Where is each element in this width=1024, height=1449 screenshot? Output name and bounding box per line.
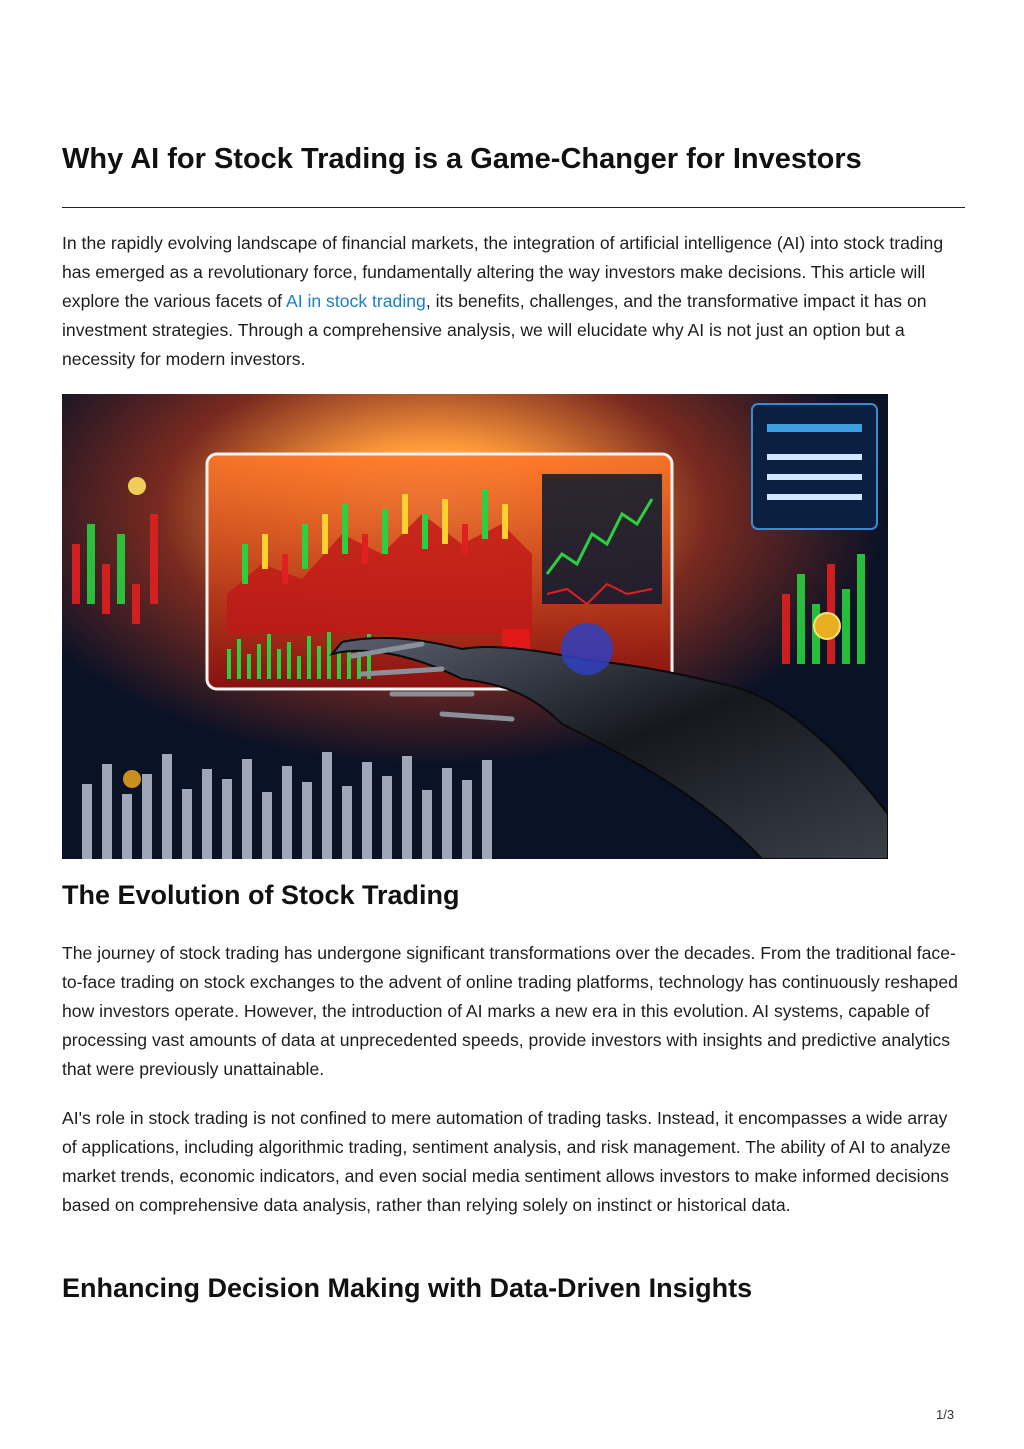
- section-paragraph-2: AI's role in stock trading is not confined to mere automation of trading tasks. Instead, it encompasses a wide array of applications, including algorithmic trading, sentiment analysis, and risk management. The ability of AI to analyze market trends, economic indicators, and even social media sentiment allows investors to make informed decisions based on comprehensive data analysis, rather than relying solely on instinct or historical data.: [62, 1108, 951, 1215]
- section-paragraph-1: The journey of stock trading has undergone significant transformations over the decades. From the traditional face-to-face trading on stock exchanges to the advent of online trading platforms, technology has continuously reshaped how investors operate. However, the introduction of AI marks a new era in this evolution. AI systems, capable of processing vast amounts of data at unprecedented speeds, provide investors with insights and predictive analytics that were previously unattainable.: [62, 943, 958, 1079]
- article-title: Why AI for Stock Trading is a Game-Changer for Investors: [62, 143, 862, 175]
- intro-text-start: In the rapidly evolving landscape of financial markets, the integration of artificial intelligence (AI) into stock trading has emerged as a revolutionary force, fundamentally altering the way investors make decisions. This article will explore the various facets of: [62, 233, 944, 311]
- hero-image: [62, 394, 888, 859]
- ai-in-stock-trading-link[interactable]: AI in stock trading: [285, 291, 426, 311]
- section-heading-evolution: The Evolution of Stock Trading: [62, 880, 460, 910]
- title-divider: [62, 207, 965, 208]
- intro-paragraph: [62, 229, 965, 374]
- page-number: 1/3: [936, 1407, 955, 1422]
- section-heading-decision-making: Enhancing Decision Making with Data-Driven Insights: [62, 1273, 753, 1303]
- intro-text-end: , its benefits, challenges, and the transformative impact it has on investment strategies. Through a comprehensive analysis, we will elucidate why AI is not just an option but a necessity for modern investors.: [62, 291, 927, 369]
- robotic-hand-trading-illustration: [62, 394, 888, 859]
